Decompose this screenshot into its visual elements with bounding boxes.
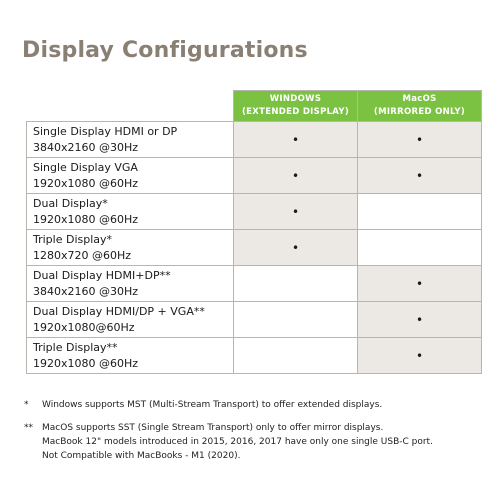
table-row <box>27 122 482 158</box>
configuration-resolution: 3840x2160 @30Hz <box>33 284 139 298</box>
windows-support-cell <box>234 266 358 302</box>
macos-support-cell <box>358 230 482 266</box>
macos-support-cell: • <box>358 302 482 338</box>
footnotes <box>24 398 433 472</box>
table-row <box>27 338 482 374</box>
configuration-name: Dual Display HDMI/DP + VGA** <box>33 304 205 318</box>
footnote-text: Not Compatible with MacBooks - M1 (2020). <box>42 451 241 461</box>
configuration-label <box>27 194 234 230</box>
column-header-macos <box>358 91 482 122</box>
column-header-windows-subtitle: (EXTENDED DISPLAY) <box>241 107 350 117</box>
macos-support-cell: • <box>358 158 482 194</box>
macos-support-cell: • <box>358 122 482 158</box>
display-configurations-table <box>26 90 482 374</box>
page-title: Display Configurations <box>22 38 308 63</box>
configuration-name: Dual Display* <box>33 196 108 210</box>
windows-support-cell: • <box>234 122 358 158</box>
configuration-label <box>27 266 234 302</box>
footnote-marker: * <box>24 400 29 410</box>
configuration-name: Single Display VGA <box>33 160 138 174</box>
table-row <box>27 266 482 302</box>
table-row <box>27 302 482 338</box>
windows-support-cell: • <box>234 158 358 194</box>
configuration-name: Triple Display* <box>33 232 113 246</box>
configuration-resolution: 1920x1080@60Hz <box>33 320 135 334</box>
header-spacer <box>27 91 234 122</box>
configuration-label <box>27 302 234 338</box>
footnote-windows <box>24 398 433 412</box>
configuration-name: Triple Display** <box>33 340 118 354</box>
configuration-label <box>27 338 234 374</box>
configuration-name: Single Display HDMI or DP <box>33 124 178 138</box>
table-header-row <box>27 91 482 122</box>
footnote-text: MacBook 12" models introduced in 2015, 2016, 2017 have only one single USB-C port. <box>42 437 433 447</box>
column-header-macos-title: MacOS <box>402 94 437 104</box>
footnote-marker: ** <box>24 423 33 433</box>
table-row <box>27 230 482 266</box>
configuration-resolution: 1280x720 @60Hz <box>33 248 132 262</box>
footnote-text: Windows supports MST (Multi-Stream Transport) to offer extended displays. <box>42 400 383 410</box>
table-row <box>27 194 482 230</box>
footnote-text: MacOS supports SST (Single Stream Transport) only to offer mirror displays. <box>42 423 384 433</box>
macos-support-cell: • <box>358 338 482 374</box>
windows-support-cell: • <box>234 230 358 266</box>
macos-support-cell <box>358 194 482 230</box>
configuration-label <box>27 158 234 194</box>
configuration-label <box>27 230 234 266</box>
configuration-name: Dual Display HDMI+DP** <box>33 268 171 282</box>
configuration-resolution: 1920x1080 @60Hz <box>33 212 139 226</box>
table-row <box>27 158 482 194</box>
configuration-label <box>27 122 234 158</box>
macos-support-cell: • <box>358 266 482 302</box>
configuration-resolution: 1920x1080 @60Hz <box>33 356 139 370</box>
footnote-macos <box>24 421 433 463</box>
column-header-macos-subtitle: (MIRRORED ONLY) <box>373 107 466 117</box>
configuration-resolution: 1920x1080 @60Hz <box>33 176 139 190</box>
windows-support-cell <box>234 338 358 374</box>
column-header-windows-title: WINDOWS <box>269 94 322 104</box>
windows-support-cell <box>234 302 358 338</box>
column-header-windows <box>234 91 358 122</box>
windows-support-cell: • <box>234 194 358 230</box>
configuration-resolution: 3840x2160 @30Hz <box>33 140 139 154</box>
